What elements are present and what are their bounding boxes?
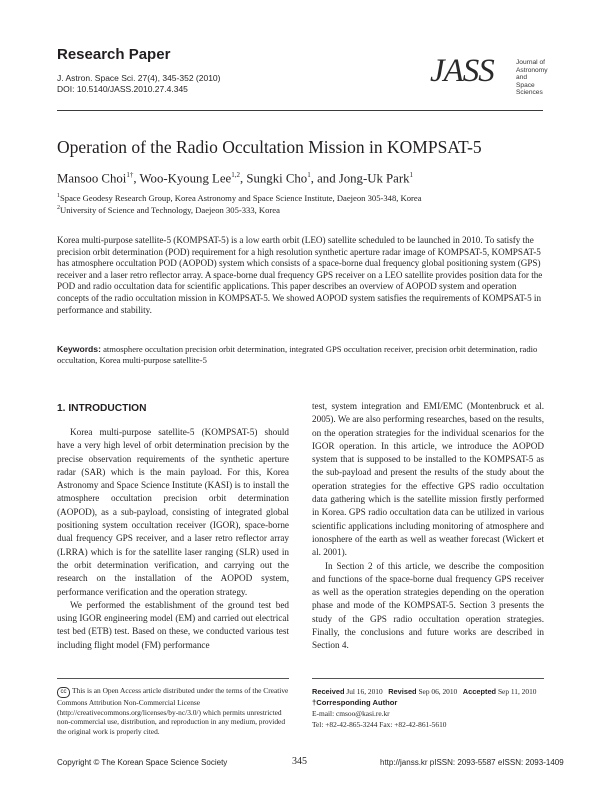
article-type: Research Paper bbox=[57, 46, 171, 63]
citation-block bbox=[57, 73, 220, 95]
section-heading: 1. INTRODUCTION bbox=[57, 403, 147, 414]
footer-copyright: Copyright © The Korean Space Science Society bbox=[57, 758, 228, 767]
footnote-rule bbox=[57, 678, 289, 679]
journal-name-line: Journal of bbox=[516, 59, 545, 66]
author-superscript: 1† bbox=[126, 171, 134, 179]
author-list: Mansoo Choi$^{1\dagger}$, Woo-Kyoung Lee$^{1,2}$, Sungki Cho$^1$, and Jong-Uk Park$^1$ bbox=[57, 171, 414, 186]
corresponding-email: E-mail: cmsoo@kasi.re.kr bbox=[312, 709, 390, 718]
author-name: Mansoo Choi bbox=[57, 171, 127, 186]
journal-name-line: Space Sciences bbox=[516, 81, 543, 97]
author-name: Sungki Cho bbox=[246, 171, 308, 186]
journal-citation: J. Astron. Space Sci. 27(4), 345-352 (2010) bbox=[57, 73, 221, 83]
affiliation-superscript: 2 bbox=[57, 205, 60, 212]
revised-date: Sep 06, 2010 bbox=[418, 687, 458, 696]
affiliation-text: Space Geodesy Research Group, Korea Astronomy and Space Science Institute, Daejeon 305-348, Korea bbox=[60, 193, 422, 203]
corresponding-phone: Tel: +82-42-865-3244 Fax: +82-42-861-5610 bbox=[312, 720, 447, 729]
corresponding-author-label: †Corresponding Author bbox=[312, 698, 398, 707]
journal-name bbox=[516, 59, 560, 97]
paragraph: test, system integration and EMI/EMC (Montenbruck et al. 2005). We are also performing researches, based on the results, on the operation strategies for the individual scenarios for the IGOR operation. In this article, we introduce the AOPOD system that is supposed to be installed to the KOMPSAT-5 as the sub-payload and present the results of the study about the operation strategies for the effective GPS radio occultation data gathering which is the satellite mission firstly performed in Korea. GPS radio occultation data can be utilized in various scientific applications including monitoring of atmosphere and ionosphere of the earth as well as weather forecast (Wickert et al. 2001). bbox=[312, 401, 544, 558]
creative-commons-icon: cc bbox=[57, 687, 70, 698]
paragraph: Korea multi-purpose satellite-5 (KOMPSAT-5) should have a very high level of orbit determination precision by the precise observation requirements of the synthetic aperture radar (SAR) which is the main payload. For this, Korea Astronomy and Space Science Institute (KASI) is to install the atmosphere occultation precision orbit determination (AOPOD), as a sub-payload, consisting of integrated global positioning system occultation receiver (IGOR), space-borne dual frequency GPS receiver, and a laser retro reflector array (LRRA) which is for the satellite laser ranging (SLR) used in the orbit determination verification, and carrying out the research on the installation of the AOPOD system, performance verification and the operation strategy. bbox=[57, 427, 289, 597]
author-name: Woo-Kyoung Lee bbox=[139, 171, 232, 186]
journal-wordmark: JASS bbox=[430, 53, 494, 89]
author-superscript: 1 bbox=[307, 171, 311, 179]
header-rule bbox=[57, 110, 543, 111]
history-dates bbox=[312, 686, 552, 697]
body-column-right bbox=[312, 400, 544, 653]
paragraph: In Section 2 of this article, we describe the composition and functions of the space-borne dual frequency GPS receiver as well as the operation strategies depending on the operation phase and mode of the KOMPSAT-5. Section 3 presents the study of the GPS radio occultation operation strategies. Finally, the conclusions and future works are described in Section 4. bbox=[312, 560, 544, 651]
paper-title: Operation of the Radio Occultation Mission in KOMPSAT-5 bbox=[57, 137, 482, 157]
journal-logo bbox=[430, 53, 560, 97]
keywords-text: atmosphere occultation precision orbit determination, integrated GPS occultation receiver, precision orbit determination, radio occultation, Korea multi-purpose satellite-5 bbox=[57, 344, 538, 366]
author-superscript: 1 bbox=[409, 171, 414, 179]
accepted-date: Sep 11, 2010 bbox=[497, 687, 537, 696]
journal-name-line: Astronomy and bbox=[516, 66, 548, 82]
license-note bbox=[57, 686, 289, 736]
affiliation-superscript: 1 bbox=[57, 193, 60, 200]
footnote-rule bbox=[312, 678, 544, 679]
affiliation-text: University of Science and Technology, Daejeon 305-333, Korea bbox=[60, 205, 280, 215]
author-name: and Jong-Uk Park bbox=[317, 171, 410, 186]
keywords bbox=[57, 344, 543, 366]
page-number: 345 bbox=[292, 756, 307, 767]
author-superscript: 1,2 bbox=[231, 171, 240, 179]
footer-issn: http://janss.kr pISSN: 2093-5587 eISSN: 2093-1409 bbox=[380, 758, 564, 767]
doi: DOI: 10.5140/JASS.2010.27.4.345 bbox=[57, 84, 188, 94]
license-text: This is an Open Access article distributed under the terms of the Creative Commons Attribution Non-Commercial License (http://creativecommons.org/licenses/by-nc/3.0/) which permits unrestricted non-commercial use, distribution, and reproduction in any medium, provided the original work is properly cited. bbox=[57, 686, 289, 736]
abstract: Korea multi-purpose satellite-5 (KOMPSAT-5) is a low earth orbit (LEO) satellite scheduled to be launched in 2010. To satisfy the precision orbit determination (POD) requirement for a high resolution synthetic aperture radar image of KOMPSAT-5, KOMPSAT-5 has atmosphere occultation POD (AOPOD) system which consists of a space-borne dual frequency global positioning system (GPS) receiver and a laser retro reflector array. A space-borne dual frequency GPS receiver on a LEO satellite provides position data for the POD and radio occultation data for scientific applications. This paper describes an overview of AOPOD system and operation concepts of the radio occultation mission in KOMPSAT-5. We showed AOPOD system satisfies the requirements of KOMPSAT-5 in performance and stability. bbox=[57, 235, 543, 315]
paragraph: We performed the establishment of the ground test bed using IGOR engineering model (EM) and carried out electrical test bed (ETB) test. Based on these, we conducted various test including flight model (FM) performance bbox=[57, 599, 289, 650]
article-history bbox=[312, 686, 552, 730]
body-column-left bbox=[57, 426, 289, 652]
received-date: Jul 16, 2010 bbox=[346, 687, 383, 696]
accepted-label: Accepted bbox=[462, 687, 497, 696]
revised-label: Revised bbox=[388, 687, 417, 696]
received-label: Received bbox=[312, 687, 345, 696]
affiliation bbox=[57, 193, 422, 203]
keywords-label: Keywords: bbox=[57, 344, 101, 354]
affiliation bbox=[57, 205, 280, 215]
